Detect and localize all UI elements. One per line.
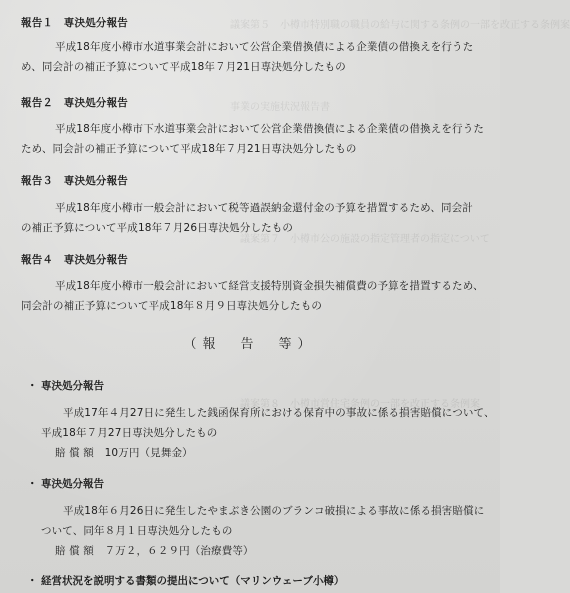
report-1-body: [21, 37, 473, 77]
report-4-line-2: 同会計の補正予算について平成18年８月９日専決処分したもの: [21, 300, 322, 312]
bullet-icon: ・: [27, 575, 38, 587]
bullet-icon: ・: [27, 380, 38, 392]
report-2-line-1: 平成18年度小樽市下水道事業会計において公営企業借換債による企業債の借換えを行うた: [55, 123, 485, 135]
report-1-line-1: 平成18年度小樽市水道事業会計において公営企業借換債による企業債の借換えを行うた: [55, 41, 474, 53]
show-through-text: 議案第５ 小樽市特別職の職員の給与に関する条例の一部を改正する条例案: [230, 20, 570, 31]
item-1-body: [41, 403, 495, 463]
report-3-line-2: の補正予算について平成18年７月26日専決処分したもの: [21, 222, 294, 234]
report-3-heading: 報告３ 専決処分報告: [21, 175, 128, 187]
section-title: （報 告 等）: [183, 337, 317, 352]
report-3-line-1: 平成18年度小樽市一般会計において税等過誤納金還付金の予算を措置するため、同会計: [55, 202, 473, 214]
item-2-amount: 賠 償 額 ７万２，６２９円（治療費等）: [55, 545, 254, 557]
item-1-heading-text: 専決処分報告: [41, 380, 104, 392]
item-3-heading-text: 経営状況を説明する書類の提出について（マリンウェーブ小樽）: [41, 575, 345, 587]
item-2-heading: [27, 476, 104, 491]
item-2-body: [41, 501, 484, 561]
report-4-heading: 報告４ 専決処分報告: [21, 254, 128, 266]
report-4-line-1: 平成18年度小樽市一般会計において経営支援特別資金損失補償費の予算を措置するため、: [55, 280, 484, 292]
item-3-heading: [27, 573, 344, 588]
report-3-body: [21, 198, 473, 238]
item-2-heading-text: 専決処分報告: [41, 478, 104, 490]
item-2-line-2: ついて、同年８月１日専決処分したもの: [41, 525, 233, 537]
item-1-heading: [27, 378, 104, 393]
show-through-text: 議案第８ 小樽市営住宅条例の一部を改正する条例案: [240, 399, 480, 410]
show-through-text: 事業の実施状況報告書: [230, 102, 330, 113]
item-2-line-1: 平成18年６月26日に発生したやまぶき公園のブランコ破損による事故に係る損害賠償に: [63, 505, 485, 517]
item-1-line-1: 平成17年４月27日に発生した銭函保育所における保育中の事故に係る損害賠償について、: [63, 407, 495, 419]
report-1-heading: 報告１ 専決処分報告: [21, 17, 128, 29]
report-2-body: [21, 119, 484, 159]
show-through-text: 議案第７ 小樽市公の施設の指定管理者の指定について: [240, 234, 490, 245]
report-2-heading: 報告２ 専決処分報告: [21, 97, 128, 109]
item-1-line-2: 平成18年７月27日専決処分したもの: [41, 427, 218, 439]
report-1-line-2: め、同会計の補正予算について平成18年７月21日専決処分したもの: [21, 61, 346, 73]
report-4-body: [21, 276, 484, 316]
report-2-line-2: ため、同会計の補正予算について平成18年７月21日専決処分したもの: [21, 143, 357, 155]
item-1-amount: 賠 償 額 10万円（見舞金）: [55, 447, 193, 459]
bullet-icon: ・: [27, 478, 38, 490]
